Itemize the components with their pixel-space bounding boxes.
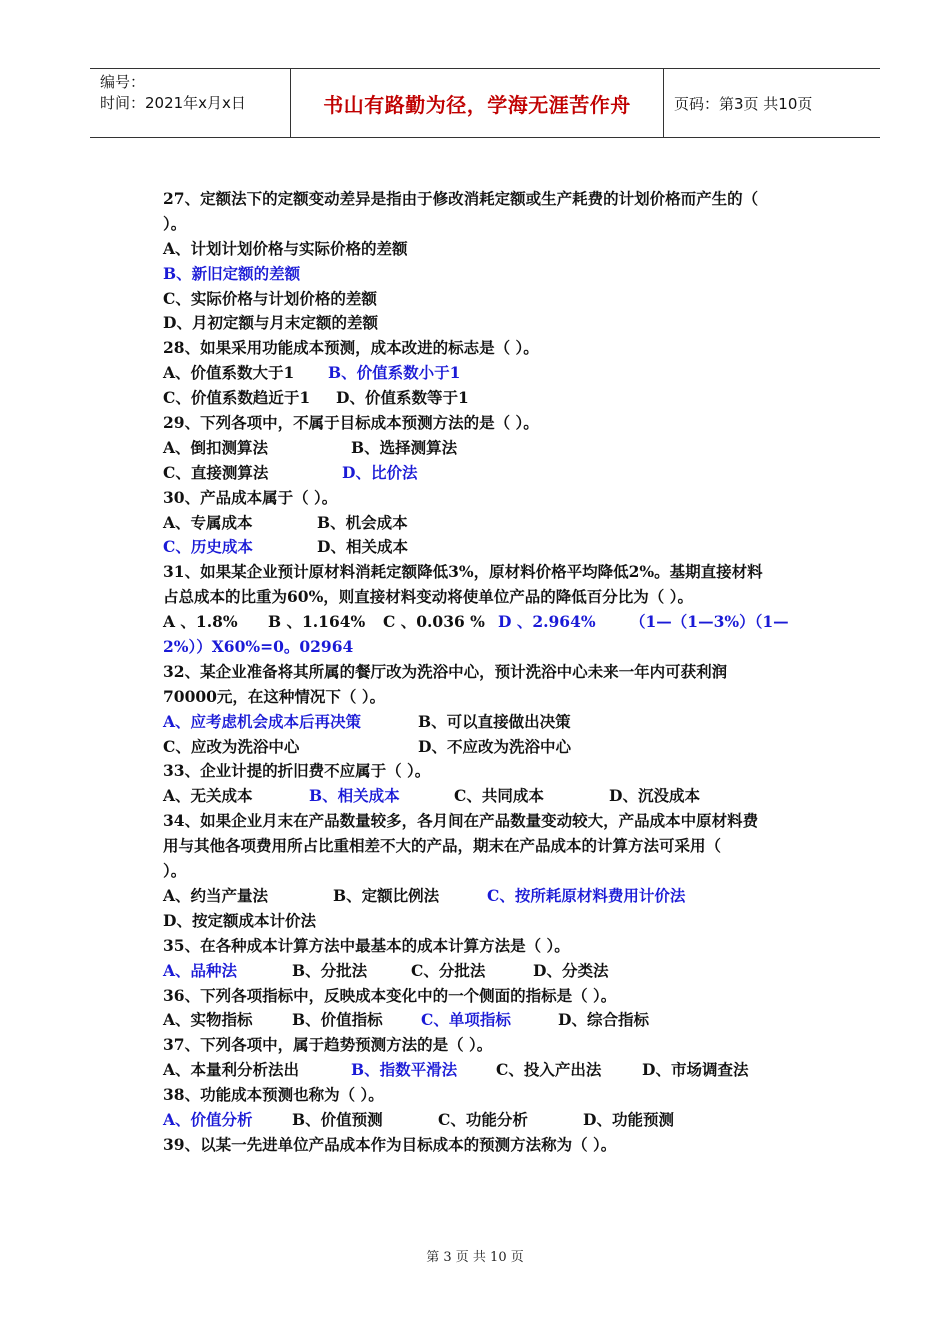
question-35-options-row [163, 959, 811, 984]
question-27-stem-1: 27、定额法下的定额变动差异是指由于修改消耗定额或生产耗费的计划价格而产生的（ [163, 189, 759, 208]
question-38-option-b: B、价值预测 [292, 1109, 383, 1129]
question-31-formula-1: （1—（1—3%）（1— [630, 612, 789, 632]
question-35-option-c: C、分批法 [411, 960, 486, 980]
question-33-stem: 33、企业计提的折旧费不应属于（ ）。 [163, 761, 431, 781]
question-28-options-row-1 [163, 361, 811, 386]
page-footer: 第 3 页 共 10 页 [426, 1250, 524, 1265]
question-30-options-row-2 [163, 535, 811, 560]
question-29-option-a: A、倒扣测算法 [163, 437, 269, 457]
question-33-option-a: A、无关成本 [163, 786, 253, 806]
question-34-option-d: D、按定额成本计价法 [163, 910, 316, 930]
question-32-option-a-answer: A、应考虑机会成本后再决策 [163, 711, 362, 731]
header-motto: 书山有路勤为径，学海无涯苦作舟 [291, 69, 664, 137]
header-page-info: 页码：第3页 共10页 [674, 94, 813, 113]
question-28-option-a: A、价值系数大于1 [163, 363, 295, 383]
question-32-stem-2: 70000元，在这种情况下（ ）。 [163, 686, 386, 706]
question-37-option-b-answer: B、指数平滑法 [351, 1060, 458, 1080]
question-36-option-d: D、综合指标 [558, 1010, 649, 1030]
question-27-option-c: C、实际价格与计划价格的差额 [163, 288, 377, 308]
question-32-option-c: C、应改为洗浴中心 [163, 736, 300, 756]
question-list [163, 187, 811, 1158]
question-30-option-d: D、相关成本 [317, 537, 408, 557]
question-37-options-row [163, 1058, 811, 1083]
question-31-option-a: A 、1.8% [163, 612, 238, 632]
question-38-option-a-answer: A、价值分析 [163, 1109, 253, 1129]
header-meta-cell [90, 69, 291, 137]
question-31-formula-2: 2%））X60%=0。02964 [163, 637, 354, 657]
question-34-option-c-answer: C、按所耗原材料费用计价法 [487, 885, 686, 905]
question-27-option-a: A、计划计划价格与实际价格的差额 [163, 238, 408, 258]
question-27-option-d: D、月初定额与月末定额的差额 [163, 313, 378, 333]
question-37-option-a: A、本量利分析法出 [163, 1060, 300, 1080]
question-30-option-a: A、专属成本 [163, 512, 253, 532]
question-32-options-row-2 [163, 735, 811, 760]
question-31-stem-1: 31、如果某企业预计原材料消耗定额降低3%，原材料价格平均降低2%。基期直接材料 [163, 562, 763, 582]
question-34-stem-2: 用与其他各项费用所占比重相差不大的产品，期末在产品成本的计算方法可采用（ [163, 836, 722, 856]
question-36-option-a: A、实物指标 [163, 1010, 253, 1030]
question-38-stem: 38、功能成本预测也称为（ ）。 [163, 1085, 384, 1105]
question-37-option-c: C、投入产出法 [496, 1060, 602, 1080]
question-27-stem-2: ）。 [163, 213, 187, 233]
question-29-options-row-2 [163, 461, 811, 486]
question-27-option-b-answer: B、新旧定额的差额 [163, 263, 301, 283]
question-29-option-b: B、选择测算法 [351, 437, 458, 457]
question-35-option-b: B、分批法 [292, 960, 368, 980]
question-31-option-b: B 、1.164% [268, 612, 366, 632]
question-29-option-d-answer: D、比价法 [342, 462, 418, 482]
question-28-option-c: C、价值系数趋近于1 [163, 388, 311, 408]
question-34-stem-3: ）。 [163, 861, 187, 881]
question-36-option-c-answer: C、单项指标 [421, 1010, 511, 1030]
page-header [90, 68, 880, 138]
question-31-option-d-answer: D 、2.964% [498, 612, 596, 632]
question-31-stem-2: 占总成本的比重为60%，则直接材料变动将使单位产品的降低百分比为（ ）。 [163, 587, 693, 607]
question-33-options-row [163, 784, 811, 809]
question-33-option-b-answer: B、相关成本 [309, 786, 400, 806]
question-35-option-d: D、分类法 [533, 960, 609, 980]
question-37-option-d: D、市场调查法 [642, 1060, 749, 1080]
question-30-options-row-1 [163, 511, 811, 536]
question-36-options-row [163, 1008, 811, 1033]
question-31-option-c: C 、0.036 % [383, 612, 485, 632]
question-34-options-row [163, 884, 811, 909]
question-35-option-a-answer: A、品种法 [163, 960, 238, 980]
question-33-option-c: C、共同成本 [454, 786, 544, 806]
header-number-label: 编号： [100, 73, 146, 91]
question-30-option-b: B、机会成本 [317, 512, 408, 532]
question-32-option-d: D、不应改为洗浴中心 [418, 736, 571, 756]
question-38-option-d: D、功能预测 [583, 1109, 674, 1129]
question-39-stem: 39、以某一先进单位产品成本作为目标成本的预测方法称为（ ）。 [163, 1134, 617, 1154]
question-28-options-row-2 [163, 386, 811, 411]
question-28-option-b-answer: B、价值系数小于1 [328, 363, 461, 383]
question-38-option-c: C、功能分析 [438, 1109, 528, 1129]
question-34-stem-1: 34、如果企业月末在产品数量较多，各月间在产品数量变动较大，产品成本中原材料费 [163, 811, 759, 831]
question-32-option-b: B、可以直接做出决策 [418, 711, 571, 731]
question-29-option-c: C、直接测算法 [163, 462, 269, 482]
question-28-stem: 28、如果采用功能成本预测，成本改进的标志是（ ）。 [163, 338, 539, 358]
question-30-option-c-answer: C、历史成本 [163, 537, 253, 557]
question-29-stem: 29、下列各项中，不属于目标成本预测方法的是（ ）。 [163, 413, 539, 433]
question-29-options-row-1 [163, 436, 811, 461]
header-time-label: 时间：2021年x月x日 [100, 94, 246, 112]
question-28-option-d: D、价值系数等于1 [336, 388, 469, 408]
question-34-option-a: A、约当产量法 [163, 885, 269, 905]
question-32-stem-1: 32、某企业准备将其所属的餐厅改为洗浴中心，预计洗浴中心未来一年内可获利润 [163, 661, 728, 681]
question-32-options-row-1 [163, 710, 811, 735]
question-31-options-row [163, 610, 811, 635]
question-30-stem: 30、产品成本属于（ ）。 [163, 487, 338, 507]
question-36-option-b: B、价值指标 [292, 1010, 383, 1030]
question-36-stem: 36、下列各项指标中，反映成本变化中的一个侧面的指标是（ ）。 [163, 985, 617, 1005]
question-34-option-b: B、定额比例法 [333, 885, 440, 905]
question-33-option-d: D、沉没成本 [609, 786, 700, 806]
question-35-stem: 35、在各种成本计算方法中最基本的成本计算方法是（ ）。 [163, 935, 570, 955]
question-38-options-row [163, 1108, 811, 1133]
question-37-stem: 37、下列各项中，属于趋势预测方法的是（ ）。 [163, 1035, 493, 1055]
